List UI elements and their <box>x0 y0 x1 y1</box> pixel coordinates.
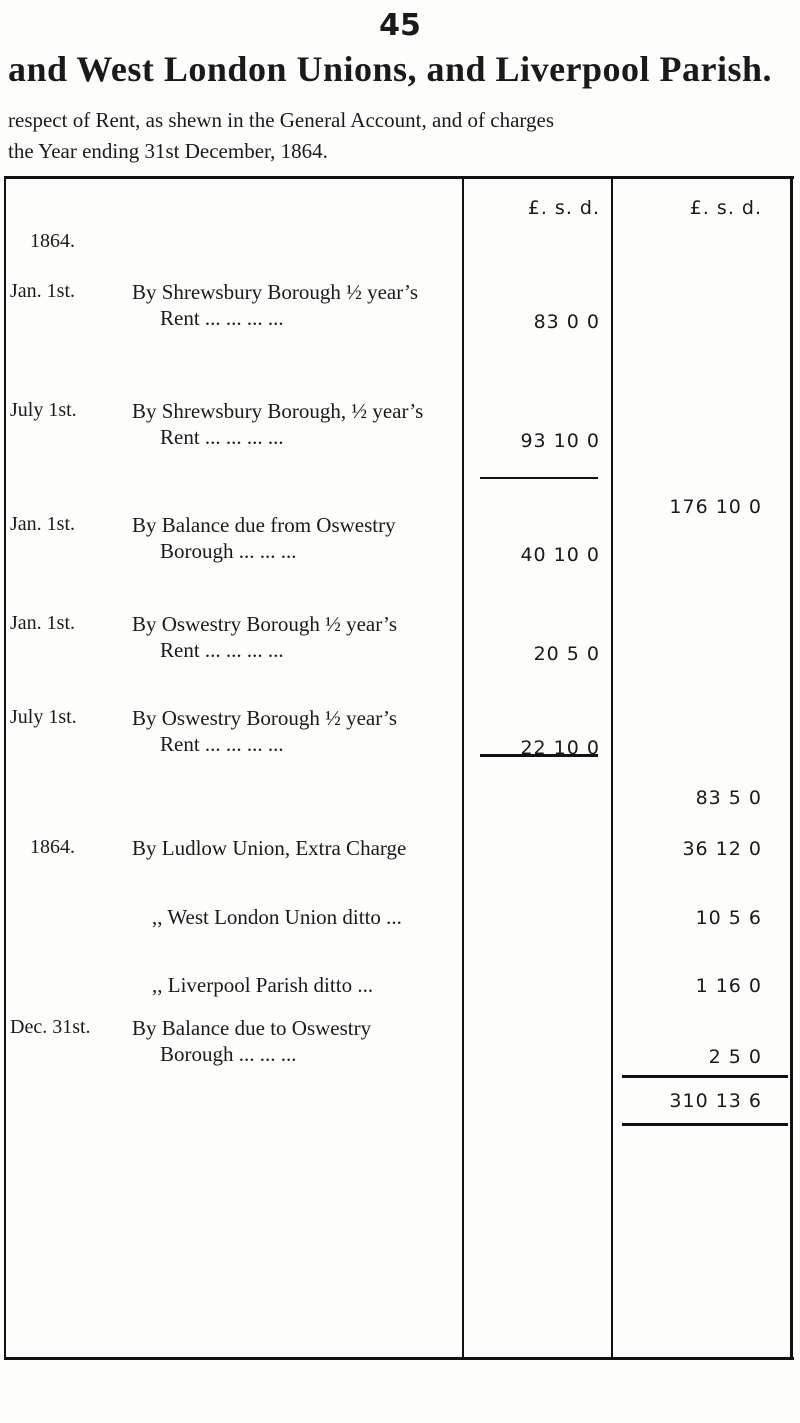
subtitle-line-2: the Year ending 31st December, 1864. <box>8 139 328 163</box>
row-amount-col2: 36 12 0 <box>682 838 762 860</box>
table-divider-2 <box>611 178 613 1358</box>
row-description: By Balance due from Oswestry <box>132 513 396 537</box>
row-description-cont: Borough ... ... ... <box>160 1042 297 1066</box>
row-description-cont: Rent ... ... ... ... <box>160 306 284 330</box>
row-amount-col2: 83 5 0 <box>695 787 762 809</box>
row-description: By Balance due to Oswestry <box>132 1016 372 1040</box>
row-date: Jan. 1st. <box>10 513 75 535</box>
row-date: Jan. 1st. <box>10 280 75 302</box>
page-number: 45 <box>379 8 421 43</box>
table-left-border <box>4 176 6 1360</box>
table-right-border <box>790 176 793 1360</box>
header-currency-col2: £. s. d. <box>689 197 762 219</box>
subtitle-line-1: respect of Rent, as shewn in the General Account, and of charges <box>8 108 555 132</box>
row-description: ,, West London Union ditto ... <box>152 905 402 929</box>
table-divider-1 <box>462 178 464 1358</box>
total-rule-top <box>622 1075 788 1078</box>
row-description: By Oswestry Borough ½ year’s <box>132 706 398 730</box>
table-bottom-rule <box>4 1357 794 1360</box>
table-top-rule <box>4 176 794 179</box>
row-description: By Shrewsbury Borough, ½ year’s <box>132 399 424 423</box>
subtotal-rule <box>480 477 598 479</box>
row-date: 1864. <box>30 836 75 858</box>
row-date: July 1st. <box>10 706 77 728</box>
header-year: 1864. <box>30 230 75 252</box>
row-amount-col1: 93 10 0 <box>520 430 600 452</box>
row-amount-col2: 10 5 6 <box>695 907 762 929</box>
header-currency-col1: £. s. d. <box>527 197 600 219</box>
row-description: ,, Liverpool Parish ditto ... <box>152 973 374 997</box>
row-date: Jan. 1st. <box>10 612 75 634</box>
total-rule-bottom <box>622 1123 788 1126</box>
row-amount-col1: 22 10 0 <box>520 737 600 759</box>
row-description-cont: Rent ... ... ... ... <box>160 425 284 449</box>
row-description-cont: Rent ... ... ... ... <box>160 638 284 662</box>
row-amount-col1: 40 10 0 <box>520 544 600 566</box>
row-amount-col2: 1 16 0 <box>695 975 762 997</box>
row-amount-col1: 20 5 0 <box>533 643 600 665</box>
row-description-cont: Borough ... ... ... <box>160 539 297 563</box>
page-title: and West London Unions, and Liverpool Parish. <box>8 49 773 89</box>
row-amount-col1: 83 0 0 <box>533 311 600 333</box>
row-description: By Shrewsbury Borough ½ year’s <box>132 280 419 304</box>
row-description-cont: Rent ... ... ... ... <box>160 732 284 756</box>
row-description: By Ludlow Union, Extra Charge <box>132 836 407 860</box>
row-amount-col2: 176 10 0 <box>669 496 762 518</box>
row-description: By Oswestry Borough ½ year’s <box>132 612 398 636</box>
row-amount-col2: 2 5 0 <box>708 1046 762 1068</box>
grand-total: 310 13 6 <box>669 1090 762 1112</box>
row-date: July 1st. <box>10 399 77 421</box>
row-date: Dec. 31st. <box>10 1016 91 1038</box>
